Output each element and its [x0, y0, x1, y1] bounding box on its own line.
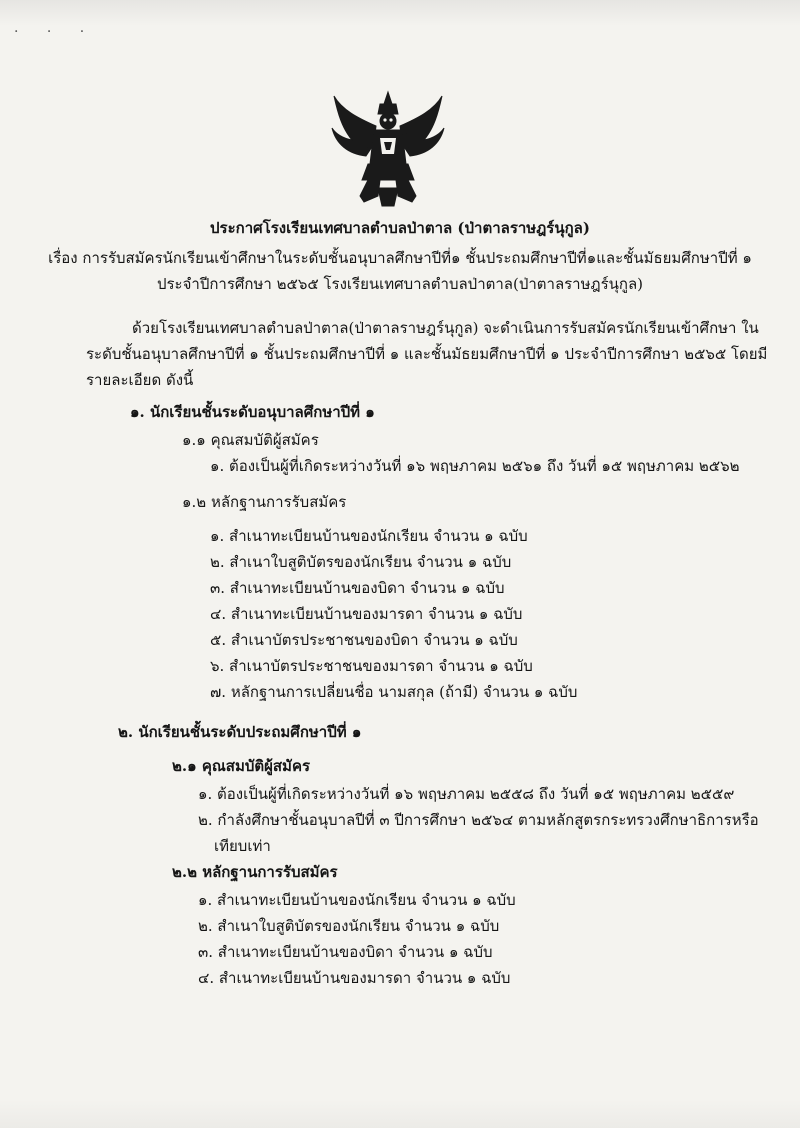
- section2-qualification-item: ๒. กำลังศึกษาชั้นอนุบาลปีที่ ๓ ปีการศึกษา ๒๕๖๔ ตามหลักสูตรกระทรวงศึกษาธิการหรือ: [198, 811, 759, 829]
- section1-document-item: ๔. สำเนาทะเบียนบ้านของมารดา จำนวน ๑ ฉบับ: [210, 605, 523, 623]
- intro-line-1: ด้วยโรงเรียนเทศบาลตำบลป่าตาล(ป่าตาลราษฎร์นุกูล) จะดำเนินการรับสมัครนักเรียนเข้าศึกษา ใน: [132, 319, 759, 337]
- section2-documents-heading: ๒.๒ หลักฐานการรับสมัคร: [172, 863, 338, 881]
- section1-document-item: ๑. สำเนาทะเบียนบ้านของนักเรียน จำนวน ๑ ฉบับ: [210, 527, 528, 545]
- section2-document-item: ๓. สำเนาทะเบียนบ้านของบิดา จำนวน ๑ ฉบับ: [198, 943, 493, 961]
- section1-document-item: ๓. สำเนาทะเบียนบ้านของบิดา จำนวน ๑ ฉบับ: [210, 579, 505, 597]
- garuda-emblem-icon: [328, 88, 448, 208]
- section1-qualification-item: ๑. ต้องเป็นผู้ที่เกิดระหว่างวันที่ ๑๖ พฤษภาคม ๒๕๖๑ ถึง วันที่ ๑๕ พฤษภาคม ๒๕๖๒: [210, 457, 740, 475]
- section1-document-item: ๕. สำเนาบัตรประชาชนของบิดา จำนวน ๑ ฉบับ: [210, 631, 518, 649]
- section2-qualification-item-continued: เทียบเท่า: [214, 837, 271, 855]
- scan-speck-marks: · · ·: [14, 24, 97, 40]
- section1-document-item: ๖. สำเนาบัตรประชาชนของมารดา จำนวน ๑ ฉบับ: [210, 657, 533, 675]
- section1-heading: ๑. นักเรียนชั้นระดับอนุบาลศึกษาปีที่ ๑: [130, 403, 375, 421]
- intro-line-2: ระดับชั้นอนุบาลศึกษาปีที่ ๑ ชั้นประถมศึกษาปีที่ ๑ และชั้นมัธยมศึกษาปีที่ ๑ ประจำปีการศึกษา ๒๕๖๕ โดยมี: [86, 345, 768, 363]
- intro-line-3: รายละเอียด ดังนี้: [86, 371, 194, 389]
- section2-qualifications-heading: ๒.๑ คุณสมบัติผู้สมัคร: [172, 757, 311, 775]
- announcement-title: ประกาศโรงเรียนเทศบาลตำบลป่าตาล (ป่าตาลราษฎร์นุกูล): [210, 219, 590, 237]
- section2-document-item: ๒. สำเนาใบสูติบัตรของนักเรียน จำนวน ๑ ฉบับ: [198, 917, 500, 935]
- section2-document-item: ๔. สำเนาทะเบียนบ้านของมารดา จำนวน ๑ ฉบับ: [198, 969, 511, 987]
- subject-line-1: เรื่อง การรับสมัครนักเรียนเข้าศึกษาในระดับชั้นอนุบาลศึกษาปีที่๑ ชั้นประถมศึกษาปีที่๑และชั้นมัธยมศึกษาปีที่ ๑: [48, 249, 752, 267]
- section2-heading: ๒. นักเรียนชั้นระดับประถมศึกษาปีที่ ๑: [118, 723, 362, 741]
- section2-document-item: ๑. สำเนาทะเบียนบ้านของนักเรียน จำนวน ๑ ฉบับ: [198, 891, 516, 909]
- section1-document-item: ๒. สำเนาใบสูติบัตรของนักเรียน จำนวน ๑ ฉบับ: [210, 553, 512, 571]
- section2-qualification-item: ๑. ต้องเป็นผู้ที่เกิดระหว่างวันที่ ๑๖ พฤษภาคม ๒๕๕๘ ถึง วันที่ ๑๕ พฤษภาคม ๒๕๕๙: [198, 785, 735, 803]
- section1-documents-heading: ๑.๒ หลักฐานการรับสมัคร: [182, 493, 347, 511]
- section1-qualifications-heading: ๑.๑ คุณสมบัติผู้สมัคร: [182, 431, 319, 449]
- subject-line-2: ประจำปีการศึกษา ๒๕๖๕ โรงเรียนเทศบาลตำบลป่าตาล(ป่าตาลราษฎร์นุกูล): [156, 275, 644, 293]
- section1-document-item: ๗. หลักฐานการเปลี่ยนชื่อ นามสกุล (ถ้ามี) จำนวน ๑ ฉบับ: [210, 683, 578, 701]
